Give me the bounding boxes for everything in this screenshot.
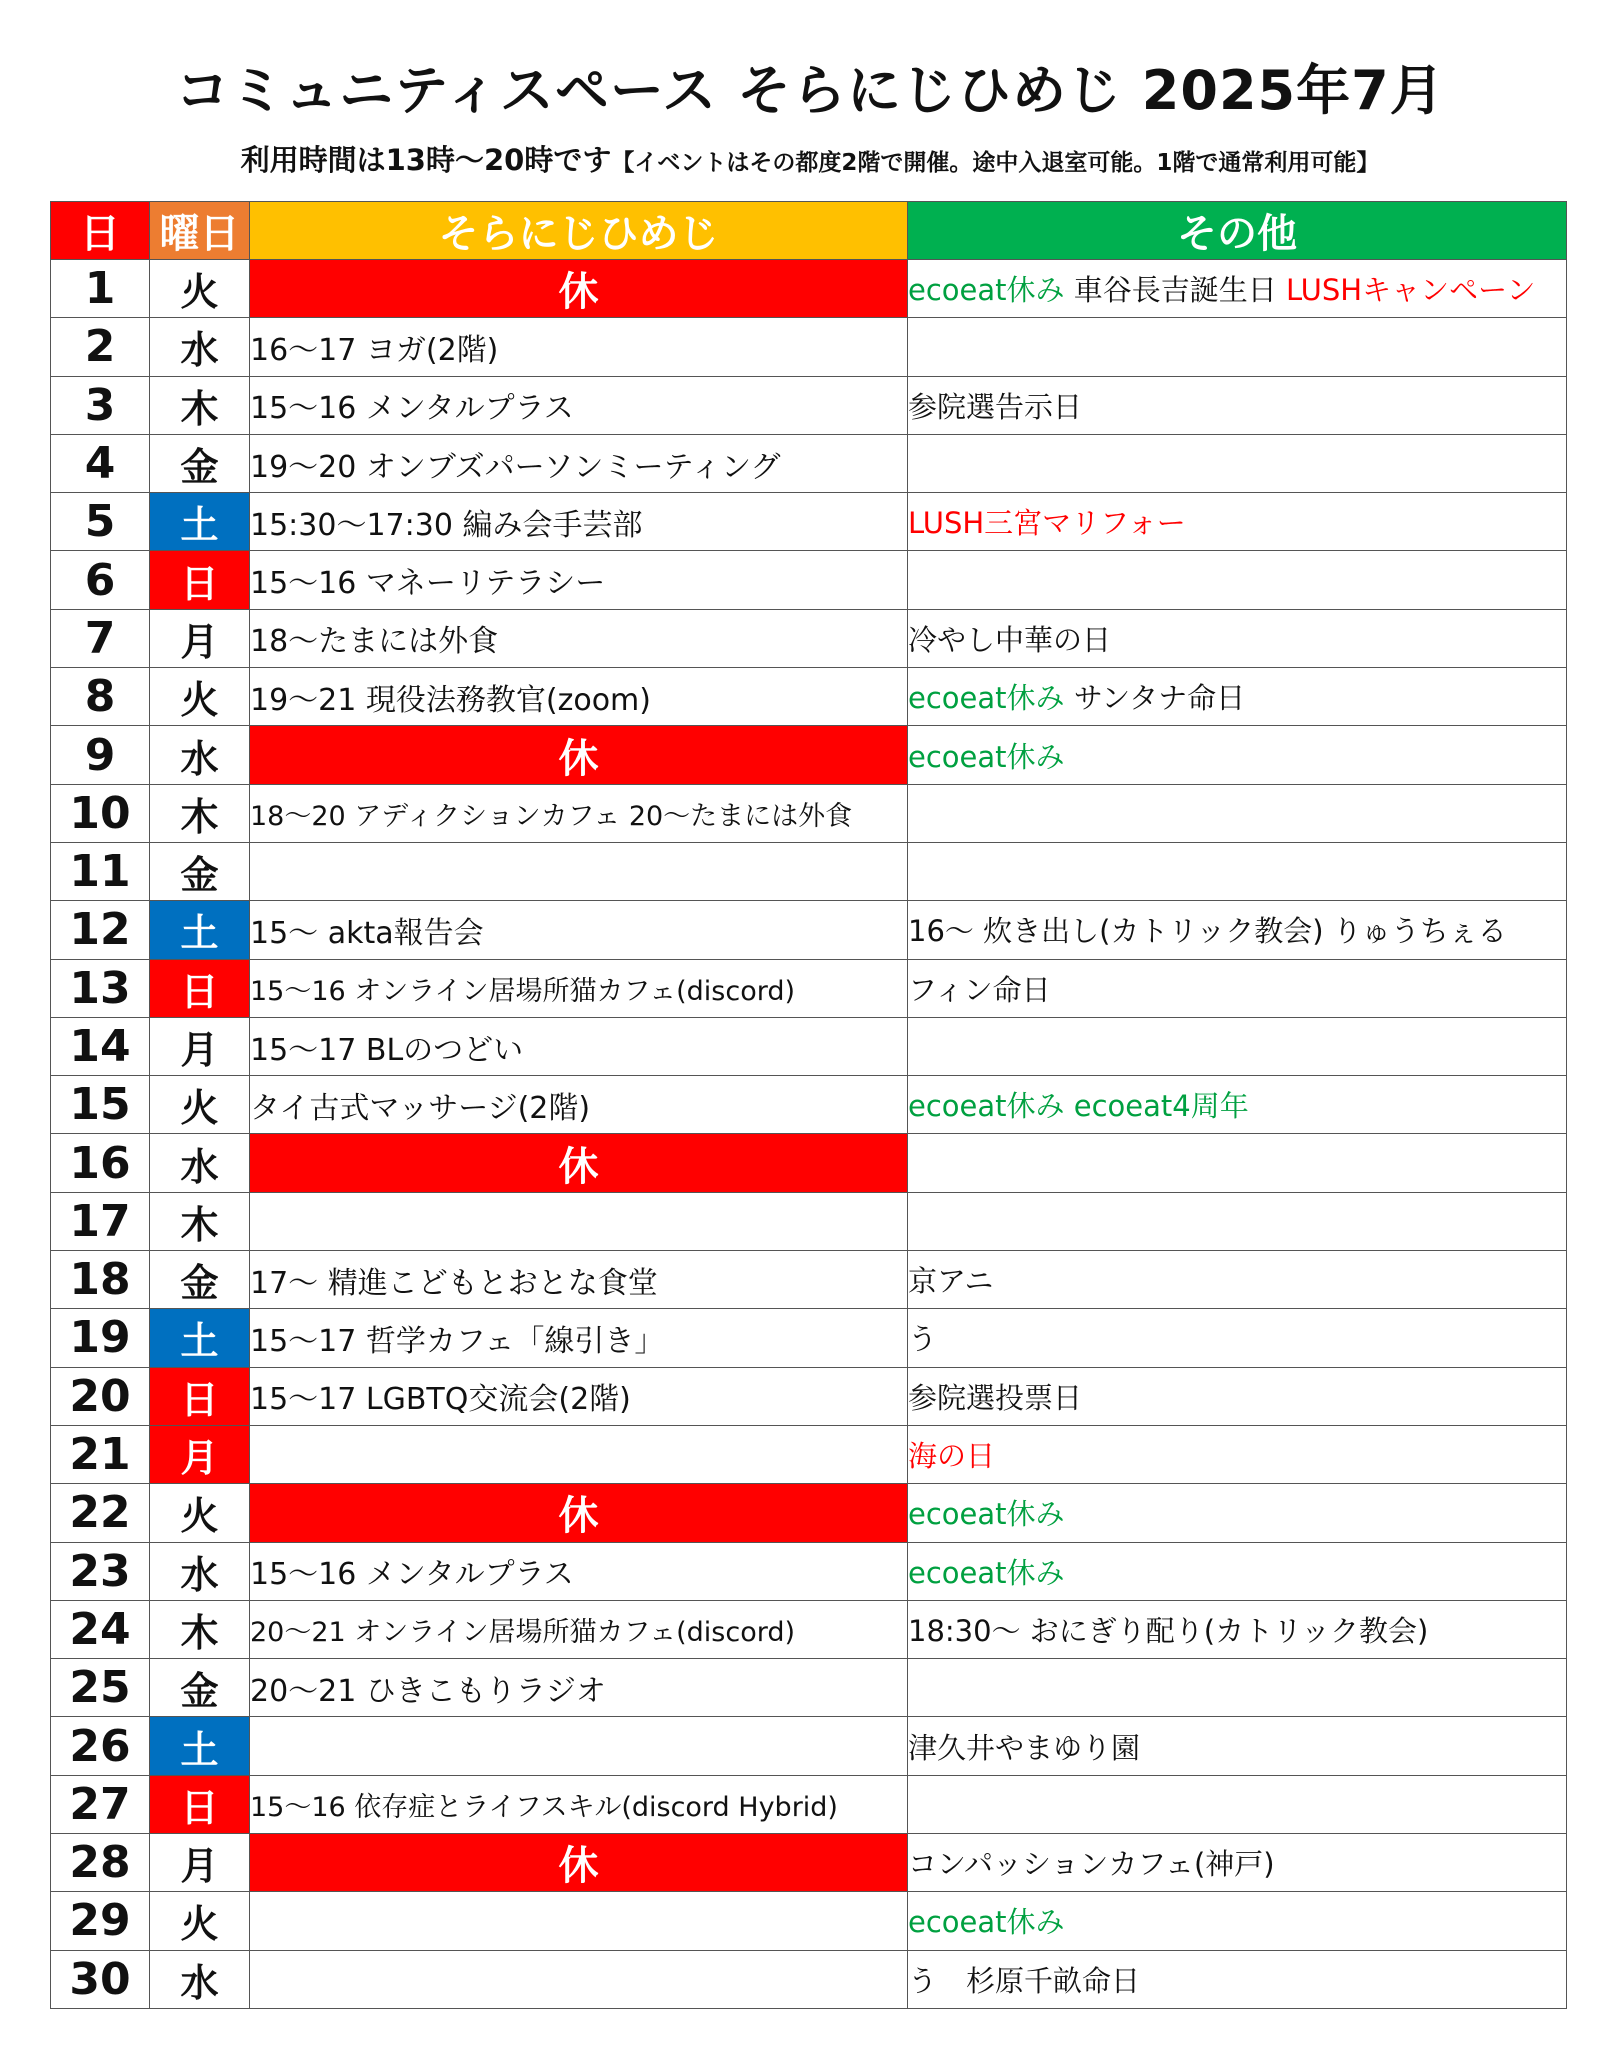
event-cell: 20～21 ひきこもりラジオ [250,1659,908,1717]
other-cell [908,1950,1567,2008]
weekday-cell: 月 [150,1017,250,1075]
table-row [51,1134,1567,1192]
table-row [51,1600,1567,1658]
other-text: ecoeat休み [908,1905,1065,1940]
other-text: 16～ 炊き出し(カトリック教会) りゅうちぇる [908,914,1507,949]
table-row [51,376,1567,434]
other-cell [908,1017,1567,1075]
weekday-cell: 金 [150,1251,250,1309]
other-cell [908,1367,1567,1425]
header-main: そらにじひめじ [250,202,908,260]
weekday-cell: 木 [150,376,250,434]
event-cell: 15～16 マネーリテラシー [250,551,908,609]
table-row [51,1425,1567,1483]
other-text: 18:30～ おにぎり配り(カトリック教会) [908,1613,1429,1648]
other-text: コンパッションカフェ(神戸) [908,1847,1275,1882]
event-cell: 15～ akta報告会 [250,901,908,959]
other-cell [908,842,1567,900]
day-number: 26 [51,1717,150,1775]
table-row [51,434,1567,492]
table-row [51,1892,1567,1950]
table-row [51,668,1567,726]
other-cell [908,1775,1567,1833]
weekday-cell: 水 [150,1542,250,1600]
weekday-cell: 水 [150,318,250,376]
other-cell [908,1134,1567,1192]
day-number: 16 [51,1134,150,1192]
table-row [51,959,1567,1017]
other-cell [908,1192,1567,1250]
event-cell [250,1717,908,1775]
weekday-cell: 金 [150,842,250,900]
weekday-cell: 月 [150,1834,250,1892]
event-cell: 19～21 現役法務教官(zoom) [250,668,908,726]
day-number: 29 [51,1892,150,1950]
other-text: ecoeat休み [908,739,1065,774]
other-cell [908,901,1567,959]
event-cell: 15～16 依存症とライフスキル(discord Hybrid) [250,1775,908,1833]
other-cell [908,1309,1567,1367]
table-row [51,1309,1567,1367]
table-row [51,493,1567,551]
day-number: 2 [51,318,150,376]
weekday-cell: 日 [150,1367,250,1425]
event-cell [250,1425,908,1483]
day-number: 27 [51,1775,150,1833]
day-number: 17 [51,1192,150,1250]
other-cell [908,376,1567,434]
table-row [51,609,1567,667]
other-text: 海の日 [908,1439,996,1474]
weekday-cell: 水 [150,1950,250,2008]
day-number: 10 [51,784,150,842]
page-title: コミュニティスペース そらにじひめじ 2025年7月 [175,59,1445,122]
table-row [51,726,1567,784]
other-text: 参院選投票日 [908,1380,1083,1415]
table-row [51,318,1567,376]
table-row [51,1542,1567,1600]
day-number: 5 [51,493,150,551]
page-subtitle [0,138,1620,179]
day-number: 30 [51,1950,150,2008]
weekday-cell: 土 [150,1309,250,1367]
table-row [51,551,1567,609]
table-row [51,1775,1567,1833]
event-cell: 19～20 オンブズパーソンミーティング [250,434,908,492]
event-cell: 15:30～17:30 編み会手芸部 [250,493,908,551]
other-cell [908,959,1567,1017]
weekday-cell: 水 [150,726,250,784]
header-other: その他 [908,202,1567,260]
event-cell: 17～ 精進こどもとおとな食堂 [250,1251,908,1309]
other-text: 参院選告示日 [908,389,1083,424]
other-text: LUSH三宮マリフォー [908,506,1186,541]
table-row [51,1076,1567,1134]
day-number: 12 [51,901,150,959]
event-cell: 16～17 ヨガ(2階) [250,318,908,376]
table-row [51,842,1567,900]
event-cell: 15～16 オンライン居場所猫カフェ(discord) [250,959,908,1017]
other-cell [908,609,1567,667]
day-number: 20 [51,1367,150,1425]
table-row [51,1017,1567,1075]
table-row [51,1484,1567,1542]
closed-cell: 休 [250,1484,908,1542]
day-number: 14 [51,1017,150,1075]
other-cell [908,1600,1567,1658]
other-cell [908,668,1567,726]
other-text: 冷やし中華の日 [908,622,1112,657]
event-cell: 15～17 BLのつどい [250,1017,908,1075]
event-cell: 15～16 メンタルプラス [250,376,908,434]
day-number: 28 [51,1834,150,1892]
other-cell [908,726,1567,784]
weekday-cell: 日 [150,1775,250,1833]
weekday-cell: 月 [150,1425,250,1483]
day-number: 18 [51,1251,150,1309]
event-cell: 15～17 哲学カフェ「線引き」 [250,1309,908,1367]
other-cell [908,1834,1567,1892]
day-number: 4 [51,434,150,492]
table-row [51,1192,1567,1250]
closed-cell: 休 [250,260,908,318]
day-number: 15 [51,1076,150,1134]
weekday-cell: 木 [150,1600,250,1658]
calendar-body [51,260,1567,2009]
other-cell [908,1892,1567,1950]
subtitle-note: 【イベントはその都度2階で開催。途中入退室可能。1階で通常利用可能】 [611,150,1380,176]
event-cell [250,1192,908,1250]
other-cell [908,493,1567,551]
event-cell: タイ古式マッサージ(2階) [250,1076,908,1134]
other-cell [908,260,1567,318]
other-text: ecoeat休み [908,1555,1065,1590]
day-number: 1 [51,260,150,318]
other-text: ecoeat休み [908,273,1065,308]
day-number: 3 [51,376,150,434]
event-cell: 18～たまには外食 [250,609,908,667]
event-cell: 15～16 メンタルプラス [250,1542,908,1600]
closed-cell: 休 [250,1834,908,1892]
weekday-cell: 土 [150,1717,250,1775]
weekday-cell: 木 [150,784,250,842]
event-cell [250,1892,908,1950]
header-weekday: 曜日 [150,202,250,260]
event-cell [250,1950,908,2008]
day-number: 9 [51,726,150,784]
table-row [51,1950,1567,2008]
closed-cell: 休 [250,726,908,784]
other-cell [908,434,1567,492]
day-number: 22 [51,1484,150,1542]
table-row [51,784,1567,842]
other-cell [908,1484,1567,1542]
event-cell: 18～20 アディクションカフェ 20～たまには外食 [250,784,908,842]
table-row [51,1717,1567,1775]
other-text: う [908,1322,938,1357]
table-row [51,1659,1567,1717]
weekday-cell: 火 [150,1484,250,1542]
day-number: 23 [51,1542,150,1600]
day-number: 8 [51,668,150,726]
subtitle-main: 利用時間は13時～20時です [240,143,612,177]
weekday-cell: 日 [150,551,250,609]
day-number: 11 [51,842,150,900]
weekday-cell: 火 [150,1076,250,1134]
day-number: 19 [51,1309,150,1367]
day-number: 13 [51,959,150,1017]
weekday-cell: 金 [150,1659,250,1717]
weekday-cell: 金 [150,434,250,492]
closed-cell: 休 [250,1134,908,1192]
other-text: サンタナ命日 [1064,681,1246,716]
other-text: ecoeat休み [908,1497,1065,1532]
weekday-cell: 月 [150,609,250,667]
other-cell [908,784,1567,842]
weekday-cell: 火 [150,1892,250,1950]
weekday-cell: 水 [150,1134,250,1192]
header-row [51,202,1567,260]
other-text: う 杉原千畝命日 [908,1963,1141,1998]
weekday-cell: 日 [150,959,250,1017]
other-cell [908,1251,1567,1309]
day-number: 24 [51,1600,150,1658]
calendar-table [50,201,1567,2009]
weekday-cell: 土 [150,493,250,551]
other-cell [908,1076,1567,1134]
event-cell: 20～21 オンライン居場所猫カフェ(discord) [250,1600,908,1658]
weekday-cell: 土 [150,901,250,959]
header-day: 日 [51,202,150,260]
table-row [51,1834,1567,1892]
event-cell [250,842,908,900]
other-text: 津久井やまゆり園 [908,1730,1141,1765]
other-cell [908,1717,1567,1775]
other-text: 京アニ [908,1264,994,1299]
day-number: 6 [51,551,150,609]
day-number: 21 [51,1425,150,1483]
other-cell [908,1425,1567,1483]
other-cell [908,318,1567,376]
table-row [51,260,1567,318]
weekday-cell: 火 [150,668,250,726]
table-row [51,901,1567,959]
table-row [51,1367,1567,1425]
day-number: 7 [51,609,150,667]
other-cell [908,1659,1567,1717]
other-text: フィン命日 [908,972,1051,1007]
weekday-cell: 木 [150,1192,250,1250]
other-text: ecoeat休み [908,681,1065,716]
weekday-cell: 火 [150,260,250,318]
other-text: LUSHキャンペーン [1285,273,1536,308]
other-text: 車谷長吉誕生日 [1064,273,1286,308]
event-cell: 15～17 LGBTQ交流会(2階) [250,1367,908,1425]
other-text: ecoeat休み ecoeat4周年 [908,1089,1249,1124]
other-cell [908,551,1567,609]
day-number: 25 [51,1659,150,1717]
other-cell [908,1542,1567,1600]
table-row [51,1251,1567,1309]
